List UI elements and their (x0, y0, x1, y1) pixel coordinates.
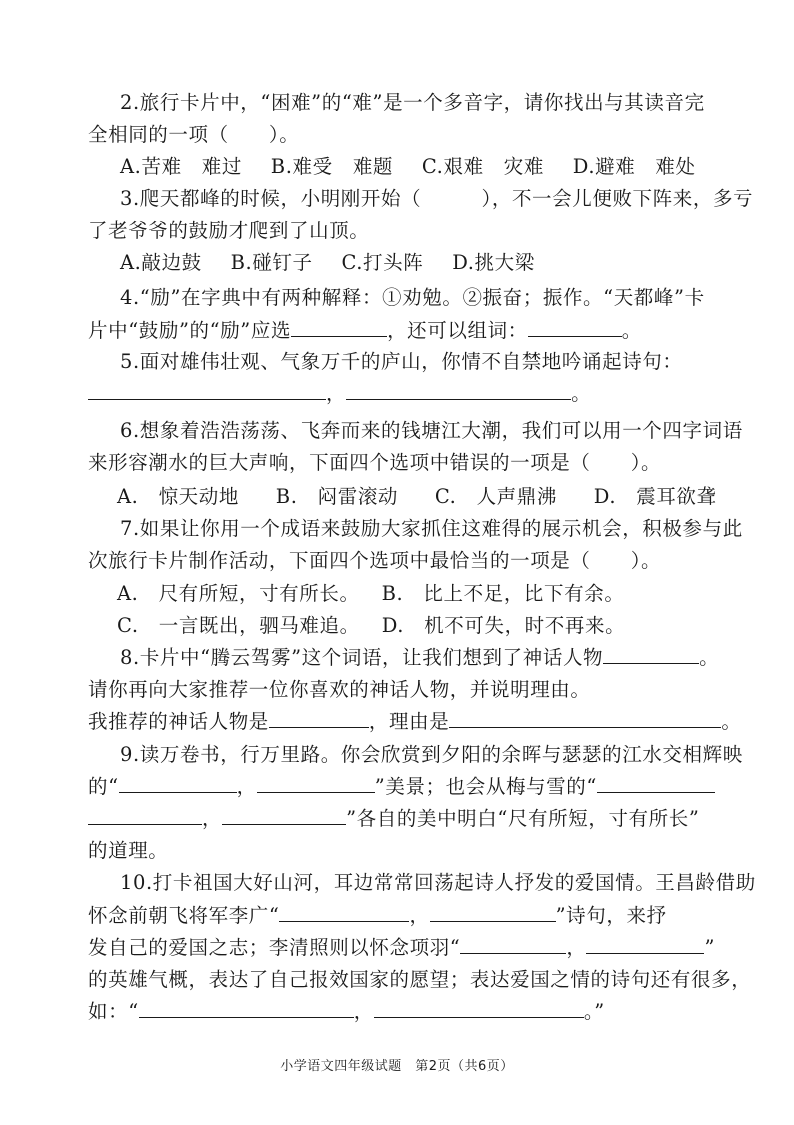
q3-option-b[interactable]: B.碰钉子 (230, 251, 313, 274)
q5-line-1: 5.面对雄伟壮观、气象万千的庐山，你情不自禁地吟诵起诗句： (120, 350, 683, 373)
q9-line-3 (88, 806, 699, 832)
q8-blank-1[interactable] (603, 645, 699, 664)
q8-line-1 (120, 645, 719, 671)
q3-option-c[interactable]: C.打头阵 (341, 251, 424, 274)
q10-end: 。” (583, 1000, 605, 1023)
q10-line-1: 10.打卡祖国大好山河，耳边常常回荡起诗人抒发的爱国情。王昌龄借助 (120, 871, 756, 894)
q9-line-2 (88, 774, 715, 800)
q9-blank-3-cont[interactable] (88, 806, 202, 825)
q9-blank-1[interactable] (119, 774, 237, 793)
q10-line-5 (88, 999, 605, 1025)
q8-end-1: 。 (699, 646, 720, 669)
q4-text-b: ，还可以组词： (387, 319, 528, 342)
q7-line-2: 次旅行卡片制作活动，下面四个选项中最恰当的一项是（ ）。 (88, 549, 662, 572)
q9-blank-3[interactable] (597, 774, 715, 793)
q7-option-a[interactable]: A. 尺有所短，寸有所长。 (117, 582, 360, 605)
q10-line-4: 的英雄气概，表达了自己报效国家的愿望；表达爱国之情的诗句还有很多， (88, 968, 752, 991)
q5-blank-2[interactable] (346, 381, 571, 400)
q6-option-d[interactable]: D. 震耳欲聋 (593, 485, 717, 508)
q6-options (117, 484, 739, 510)
q8-text-c: ，理由是 (368, 710, 450, 733)
q3-option-a[interactable]: A.敲边鼓 (120, 251, 202, 274)
q10-blank-4[interactable] (586, 935, 704, 954)
q5-end: 。 (571, 382, 592, 405)
q8-line-3 (88, 709, 741, 735)
q10-quote-end: ” (704, 936, 716, 959)
q6-option-b[interactable]: B. 闷雷滚动 (275, 485, 399, 508)
q10-text-c: 发自己的爱国之志；李清照则以怀念项羽“ (88, 936, 461, 959)
q7-options-row-2 (117, 613, 647, 639)
q4-text-c: 。 (621, 319, 642, 342)
q10-line-2 (88, 903, 667, 929)
q9-line-1: 9.读万卷书，行万里路。你会欣赏到夕阳的余晖与瑟瑟的江水交相辉映 (120, 743, 743, 766)
q6-line-1: 6.想象着浩浩荡荡、飞奔而来的钱塘江大潮，我们可以用一个四字词语 (120, 419, 743, 442)
q5-blank-1[interactable] (88, 381, 326, 400)
q6-line-2: 来形容潮水的巨大声响，下面四个选项中错误的一项是（ ）。 (88, 451, 662, 474)
q9-sep-2: ， (202, 807, 223, 830)
q4-blank-1[interactable] (291, 318, 387, 337)
q3-option-d[interactable]: D.挑大梁 (452, 251, 535, 274)
q10-text-a: 怀念前朝飞将军李广“ (88, 904, 280, 927)
q10-blank-2[interactable] (430, 903, 556, 922)
q9-text-b: ”美景；也会从梅与雪的“ (374, 775, 597, 798)
q7-line-1: 7.如果让你用一个成语来鼓励大家抓住这难得的展示机会，积极参与此 (120, 517, 743, 540)
q2-options (120, 154, 718, 180)
q10-sep-3: ， (353, 1000, 374, 1023)
q10-text-b: ”诗句，来抒 (555, 904, 667, 927)
q10-blank-1[interactable] (279, 903, 409, 922)
q8-blank-2[interactable] (269, 709, 369, 728)
q4-blank-2[interactable] (528, 318, 622, 337)
q8-line-2: 请你再向大家推荐一位你喜欢的神话人物，并说明理由。 (88, 678, 591, 701)
q7-options-row-1 (117, 581, 646, 607)
q7-option-d[interactable]: D. 机不可失，时不再来。 (381, 614, 626, 637)
q4-line-1: 4.“励”在字典中有两种解释：①劝勉。②振奋；振作。“天都峰”卡 (120, 286, 705, 309)
q9-sep-1: ， (236, 775, 257, 798)
q5-line-2 (88, 381, 591, 407)
q10-sep-1: ， (409, 904, 430, 927)
q10-blank-3[interactable] (460, 935, 566, 954)
q2-line-1: 2.旅行卡片中，“困难”的“难”是一个多音字，请你找出与其读音完 (120, 91, 705, 114)
q8-end-2: 。 (721, 710, 742, 733)
q9-blank-2[interactable] (257, 774, 375, 793)
q10-sep-2: ， (566, 936, 587, 959)
q5-sep: ， (326, 382, 347, 405)
q2-option-d[interactable]: D.避难 难处 (572, 155, 696, 178)
q3-line-1: 3.爬天都峰的时候，小明刚开始（ ），不一会儿便败下阵来，多亏 (120, 187, 754, 210)
q9-text-a: 的“ (88, 775, 119, 798)
q2-line-2: 全相同的一项（ ）。 (88, 123, 300, 146)
q3-options (120, 250, 557, 276)
q4-text-a: 片中“鼓励”的“励”应选 (88, 319, 292, 342)
q7-option-b[interactable]: B. 比上不足，比下有余。 (381, 582, 625, 605)
q8-blank-3[interactable] (449, 709, 721, 728)
q9-text-c: ”各自的美中明白“尺有所短，寸有所长” (346, 807, 700, 830)
q10-blank-6[interactable] (374, 999, 584, 1018)
q7-option-c[interactable]: C. 一言既出，驷马难追。 (117, 614, 360, 637)
q4-line-2 (88, 318, 642, 344)
page-footer: 小学语文四年级试题 第2页（共6页） (280, 1059, 514, 1074)
q2-option-b[interactable]: B.难受 难题 (270, 155, 394, 178)
q8-text-b: 我推荐的神话人物是 (88, 710, 269, 733)
q2-option-a[interactable]: A.苦难 难过 (120, 155, 242, 178)
q9-blank-4[interactable] (222, 806, 346, 825)
q9-line-4: 的道理。 (88, 839, 169, 862)
q8-text-a: 8.卡片中“腾云驾雾”这个词语，让我们想到了神话人物 (120, 646, 604, 669)
q2-option-c[interactable]: C.艰难 灾难 (421, 155, 544, 178)
q10-blank-5[interactable] (139, 999, 354, 1018)
q10-text-d: 如：“ (88, 1000, 139, 1023)
q6-option-a[interactable]: A. 惊天动地 (117, 485, 239, 508)
q3-line-2: 了老爷爷的鼓励才爬到了山顶。 (88, 219, 370, 242)
q6-option-c[interactable]: C. 人声鼎沸 (434, 485, 557, 508)
q10-line-3 (88, 935, 715, 961)
